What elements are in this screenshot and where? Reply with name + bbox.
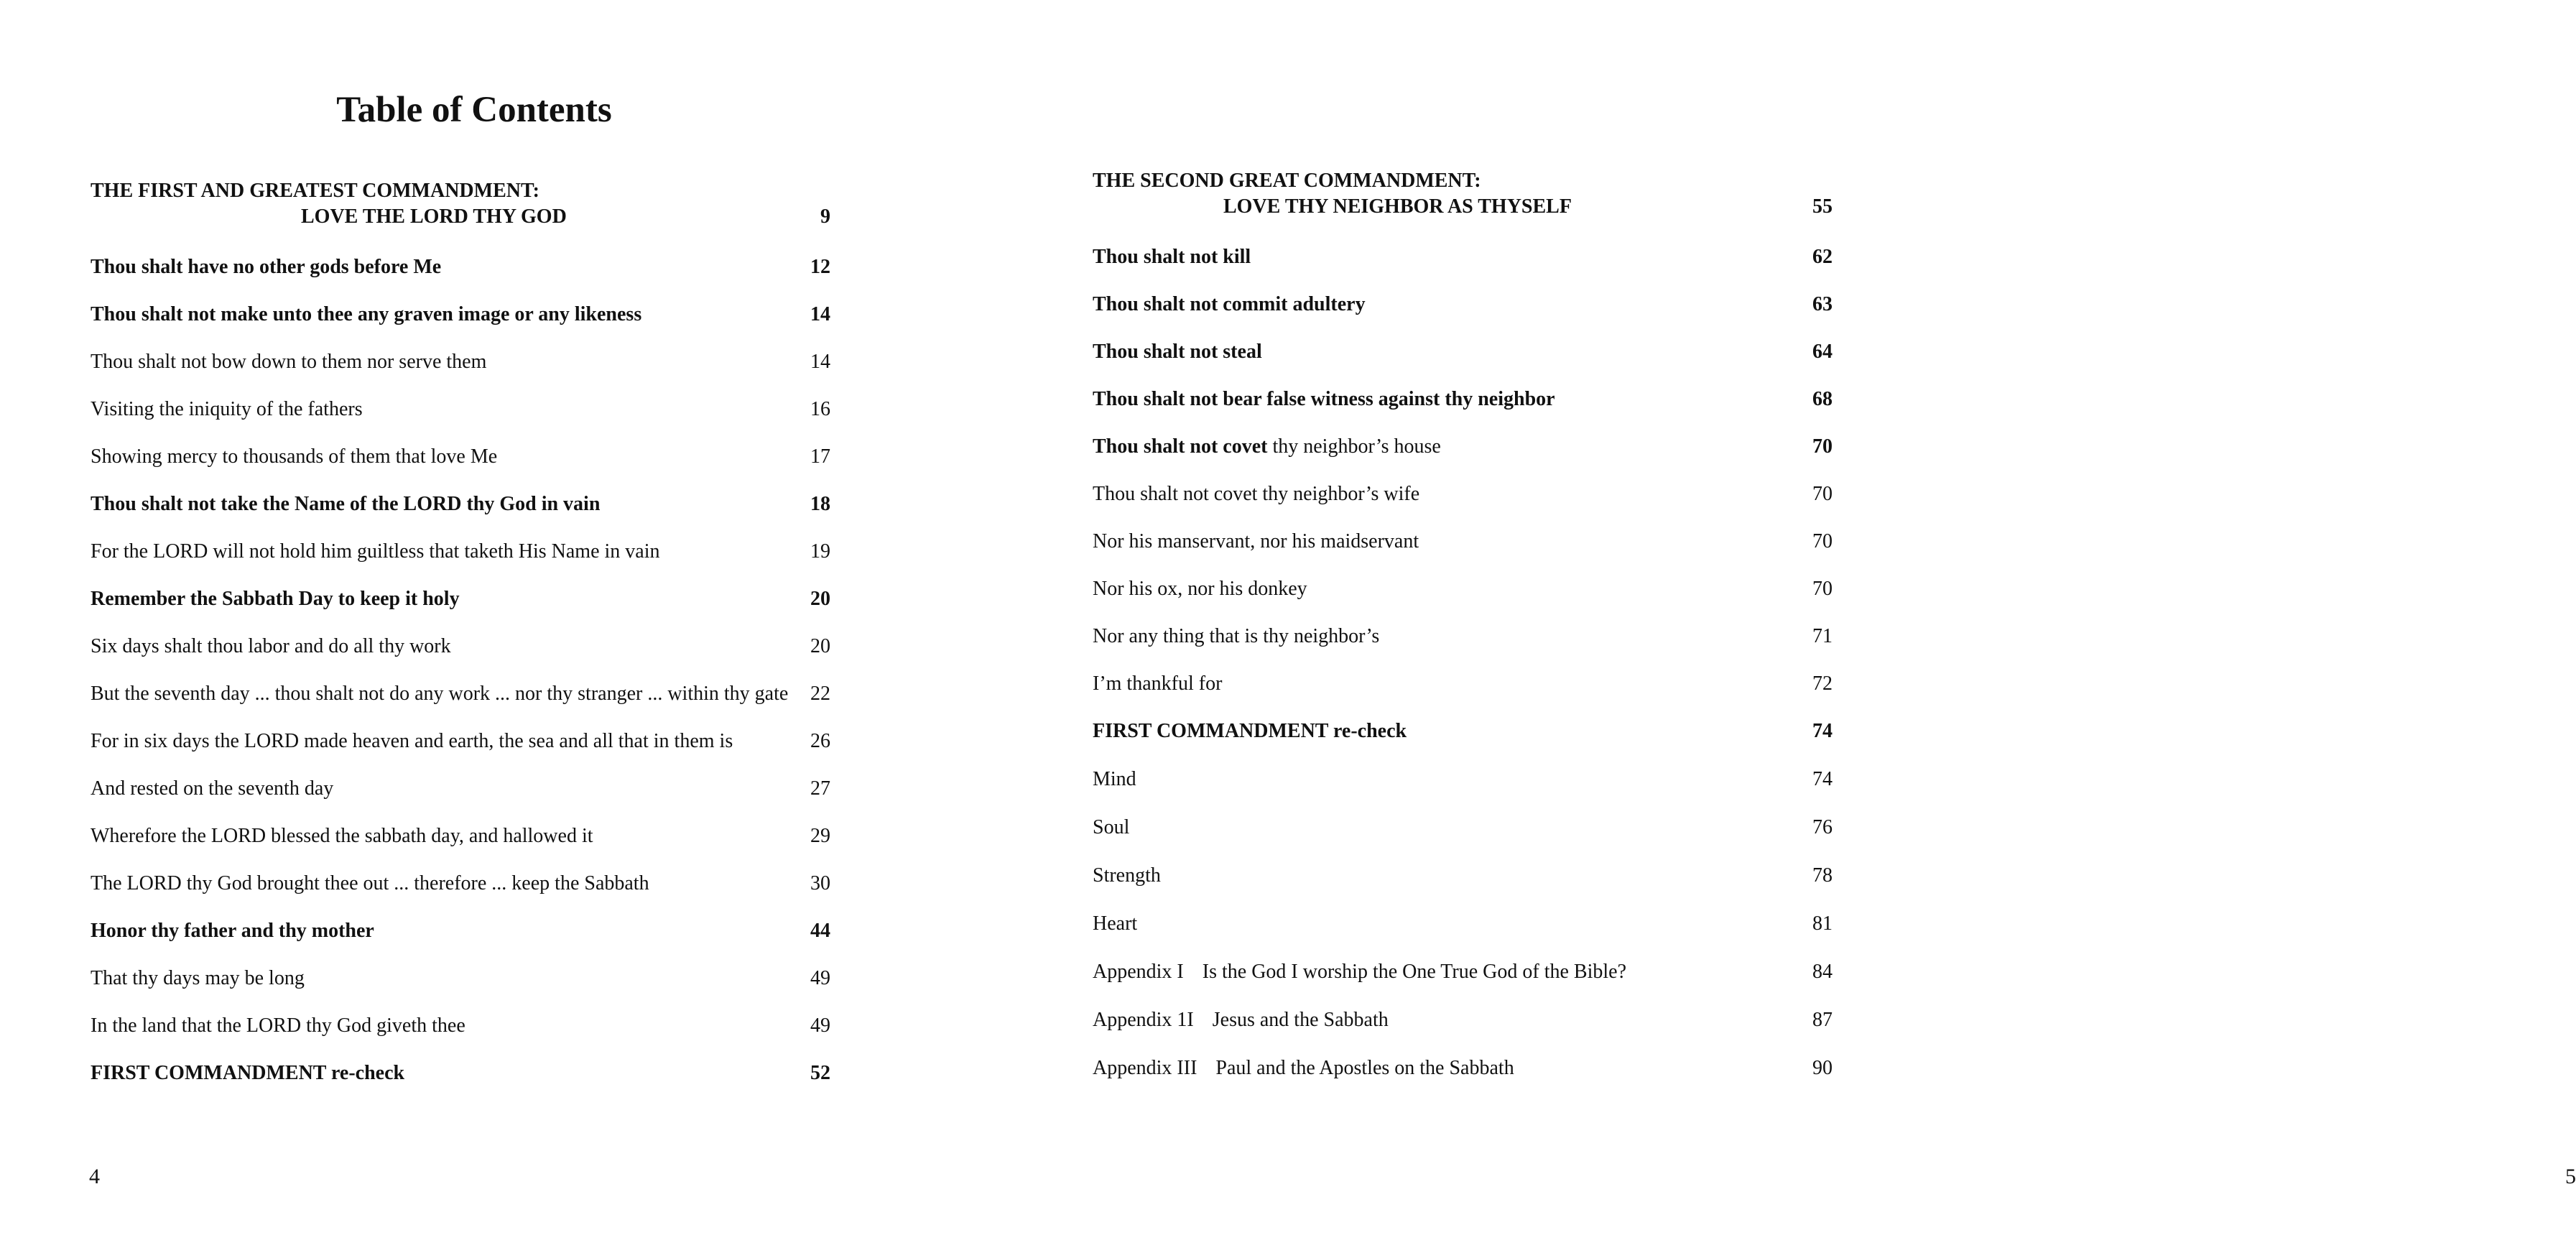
toc-entry-page: 20 (810, 635, 830, 657)
toc-entry (91, 727, 830, 756)
toc-entry-label (1093, 527, 1419, 556)
toc-entry-label (91, 300, 641, 329)
toc-entry-label (1093, 338, 1262, 366)
toc-entry-label (91, 822, 593, 851)
toc-entry-page: 90 (1812, 1057, 1833, 1079)
toc-entry-label (91, 964, 305, 993)
toc-entry-subtitle: Jesus and the Sabbath (1212, 1009, 1389, 1031)
toc-entry-label (1093, 765, 1136, 794)
toc-entry-label (91, 917, 374, 945)
toc-entry-page: 72 (1812, 672, 1833, 695)
toc-entry-title: Appendix I (1093, 961, 1184, 983)
toc-entry-page: 18 (810, 493, 830, 515)
toc-title: Table of Contents (336, 90, 612, 130)
toc-entry-title: Appendix 1I (1093, 1009, 1194, 1031)
toc-entry-page: 49 (810, 1014, 830, 1037)
toc-entry-title: Nor his ox, nor his donkey (1093, 578, 1307, 600)
toc-entry-page: 78 (1812, 864, 1833, 887)
section-header-line1: THE SECOND GREAT COMMANDMENT: (1093, 170, 1481, 192)
toc-entry-title: FIRST COMMANDMENT re-check (1093, 720, 1407, 742)
toc-entry-title: Thou shalt not make unto thee any graven image or any likeness (91, 303, 642, 325)
toc-entry-label (1093, 575, 1307, 604)
toc-entry-title: Thou shalt not covet (1093, 435, 1268, 458)
toc-entry-label (91, 727, 733, 756)
toc-entry (1093, 861, 1833, 890)
toc-entry-title: Thou shalt not commit adultery (1093, 293, 1366, 315)
toc-entry-title: And rested on the seventh day (91, 777, 334, 800)
toc-entry (1093, 717, 1833, 746)
toc-entry-title: Visiting the iniquity of the fathers (91, 398, 363, 420)
toc-entry-title: Thou shalt not take the Name of the LORD thy God in vain (91, 493, 601, 515)
toc-entry-title: Six days shalt thou labor and do all thy work (91, 635, 451, 657)
toc-entry-page: 70 (1812, 435, 1833, 458)
toc-entry (1093, 622, 1833, 651)
toc-entry (91, 585, 830, 614)
toc-entry-label (91, 395, 363, 424)
toc-entry (1093, 385, 1833, 414)
toc-entry-title: Thou shalt not steal (1093, 341, 1262, 363)
toc-entry (91, 348, 830, 376)
toc-entry (1093, 527, 1833, 556)
toc-entry-title: Remember the Sabbath Day to keep it holy (91, 588, 460, 610)
toc-entry-title: Strength (1093, 864, 1161, 887)
toc-entry-label (1093, 622, 1379, 651)
toc-entry-title: Thou shalt not bear false witness against thy neighbor (1093, 388, 1555, 410)
toc-entry-label (91, 1012, 465, 1040)
toc-entry-label (1093, 290, 1366, 319)
toc-entry-page: 81 (1812, 912, 1833, 935)
toc-entry-label (91, 443, 497, 471)
toc-entry-label (91, 537, 659, 566)
toc-entry (1093, 243, 1833, 272)
toc-entry-label (1093, 717, 1407, 746)
toc-entry-page: 49 (810, 967, 830, 989)
toc-entry (91, 869, 830, 898)
toc-entry-page: 71 (1812, 625, 1833, 647)
toc-entry-subtitle: Is the God I worship the One True God of the Bible? (1202, 961, 1627, 983)
toc-entry-label (91, 253, 441, 282)
toc-entry-page: 74 (1812, 720, 1833, 742)
toc-entry-label (1093, 958, 1626, 986)
toc-entry-label (1093, 861, 1161, 890)
toc-entry (91, 1012, 830, 1040)
toc-entry-page: 68 (1812, 388, 1833, 410)
toc-entry-label (1093, 910, 1137, 938)
toc-entry-label (91, 348, 486, 376)
toc-entry-page: 26 (810, 730, 830, 752)
toc-entry-title: Appendix III (1093, 1057, 1197, 1079)
toc-entry-page: 70 (1812, 578, 1833, 600)
toc-entry (1093, 290, 1833, 319)
toc-entry-label (91, 680, 788, 708)
toc-entry-page: 70 (1812, 530, 1833, 552)
toc-entry-page: 64 (1812, 341, 1833, 363)
toc-entry-page: 14 (810, 303, 830, 325)
toc-entry-page: 87 (1812, 1009, 1833, 1031)
toc-entry (1093, 670, 1833, 698)
toc-entry-title: For in six days the LORD made heaven and earth, the sea and all that in them is (91, 730, 733, 752)
toc-entry (1093, 1006, 1833, 1035)
toc-entry-title: The LORD thy God brought thee out ... therefore ... keep the Sabbath (91, 872, 649, 894)
toc-entry (91, 822, 830, 851)
toc-entry-page: 19 (810, 540, 830, 563)
toc-entry (1093, 433, 1833, 461)
toc-entry-page: 14 (810, 351, 830, 373)
toc-entry (1093, 575, 1833, 604)
toc-entry-page: 29 (810, 825, 830, 847)
toc-entry-title: Mind (1093, 768, 1136, 790)
toc-entry-title: Thou shalt not kill (1093, 246, 1251, 268)
toc-entry-title: Nor his manservant, nor his maidservant (1093, 530, 1419, 552)
toc-entry-page: 17 (810, 445, 830, 468)
section-header-page: 55 (1812, 195, 1833, 218)
left-page (0, 0, 962, 1253)
page-number-right: 5 (2565, 1165, 2576, 1188)
toc-entry-page: 16 (810, 398, 830, 420)
toc-entry (1093, 338, 1833, 366)
right-page (962, 0, 2576, 1253)
toc-entry (91, 300, 830, 329)
toc-entry-label (91, 490, 600, 519)
section-header-page: 9 (820, 205, 830, 228)
toc-entry-label (1093, 480, 1419, 509)
toc-entry-title: Thou shalt not bow down to them nor serve them (91, 351, 487, 373)
toc-entry-page: 27 (810, 777, 830, 800)
toc-entry (91, 775, 830, 803)
toc-entry-subtitle: thy neighbor’s house (1267, 435, 1441, 458)
toc-entry-title: But the seventh day ... thou shalt not do any work ... nor thy stranger ... within thy gate (91, 683, 789, 705)
toc-entry-page: 84 (1812, 961, 1833, 983)
toc-entry-title: Wherefore the LORD blessed the sabbath day, and hallowed it (91, 825, 593, 847)
toc-entry-page: 76 (1812, 816, 1833, 838)
toc-entry-label (1093, 813, 1129, 842)
toc-entry-page: 74 (1812, 768, 1833, 790)
toc-entry (91, 680, 830, 708)
toc-entry-page: 30 (810, 872, 830, 894)
toc-entry-page: 70 (1812, 483, 1833, 505)
toc-entry-title: Soul (1093, 816, 1130, 838)
toc-entry (91, 537, 830, 566)
section-header-second-commandment (1093, 168, 1833, 220)
toc-entry (91, 395, 830, 424)
toc-entry-page: 44 (810, 920, 830, 942)
toc-entry-label (91, 632, 451, 661)
section-header-line2: LOVE THE LORD THY GOD (301, 205, 567, 228)
toc-entry-label (91, 775, 333, 803)
toc-entry (91, 490, 830, 519)
toc-entry (91, 964, 830, 993)
toc-entry-title: That thy days may be long (91, 967, 305, 989)
toc-entry-label (1093, 243, 1251, 272)
toc-entry-label (91, 585, 460, 614)
toc-entry (1093, 1054, 1833, 1083)
toc-entry (1093, 765, 1833, 794)
toc-entry-title: I’m thankful for (1093, 672, 1223, 695)
toc-entry-title: Nor any thing that is thy neighbor’s (1093, 625, 1380, 647)
toc-entry-page: 12 (810, 256, 830, 278)
toc-entry-title: FIRST COMMANDMENT re-check (91, 1062, 405, 1084)
toc-entry (1093, 958, 1833, 986)
toc-entry-page: 63 (1812, 293, 1833, 315)
toc-entry (91, 1059, 830, 1088)
toc-entry-label (1093, 1054, 1514, 1083)
toc-entry (91, 632, 830, 661)
toc-entry-title: Heart (1093, 912, 1138, 935)
toc-entry-title: In the land that the LORD thy God giveth thee (91, 1014, 465, 1037)
section-header-line2: LOVE THY NEIGHBOR AS THYSELF (1223, 195, 1572, 218)
section-header-first-commandment (91, 178, 830, 230)
toc-entry-page: 20 (810, 588, 830, 610)
toc-entry-label (1093, 1006, 1389, 1035)
toc-entry-subtitle: Paul and the Apostles on the Sabbath (1215, 1057, 1514, 1079)
toc-entry (91, 917, 830, 945)
section-header-line1: THE FIRST AND GREATEST COMMANDMENT: (91, 180, 539, 202)
toc-entry-title: Thou shalt have no other gods before Me (91, 256, 442, 278)
toc-entry-label (1093, 433, 1441, 461)
toc-entry-title: Thou shalt not covet thy neighbor’s wife (1093, 483, 1420, 505)
toc-entry-title: Showing mercy to thousands of them that love Me (91, 445, 498, 468)
toc-entry-label (1093, 670, 1222, 698)
toc-entry (1093, 480, 1833, 509)
toc-entry-title: For the LORD will not hold him guiltless that taketh His Name in vain (91, 540, 660, 563)
toc-entry-title: Honor thy father and thy mother (91, 920, 374, 942)
toc-entry-label (91, 869, 649, 898)
toc-entry-page: 52 (810, 1062, 830, 1084)
page-number-left: 4 (89, 1165, 100, 1188)
toc-entry-label (91, 1059, 404, 1088)
toc-entry (91, 443, 830, 471)
toc-entry-page: 62 (1812, 246, 1833, 268)
toc-entry (1093, 910, 1833, 938)
toc-entry-page: 22 (810, 683, 830, 705)
toc-entry-label (1093, 385, 1555, 414)
toc-entry (91, 253, 830, 282)
toc-entry (1093, 813, 1833, 842)
